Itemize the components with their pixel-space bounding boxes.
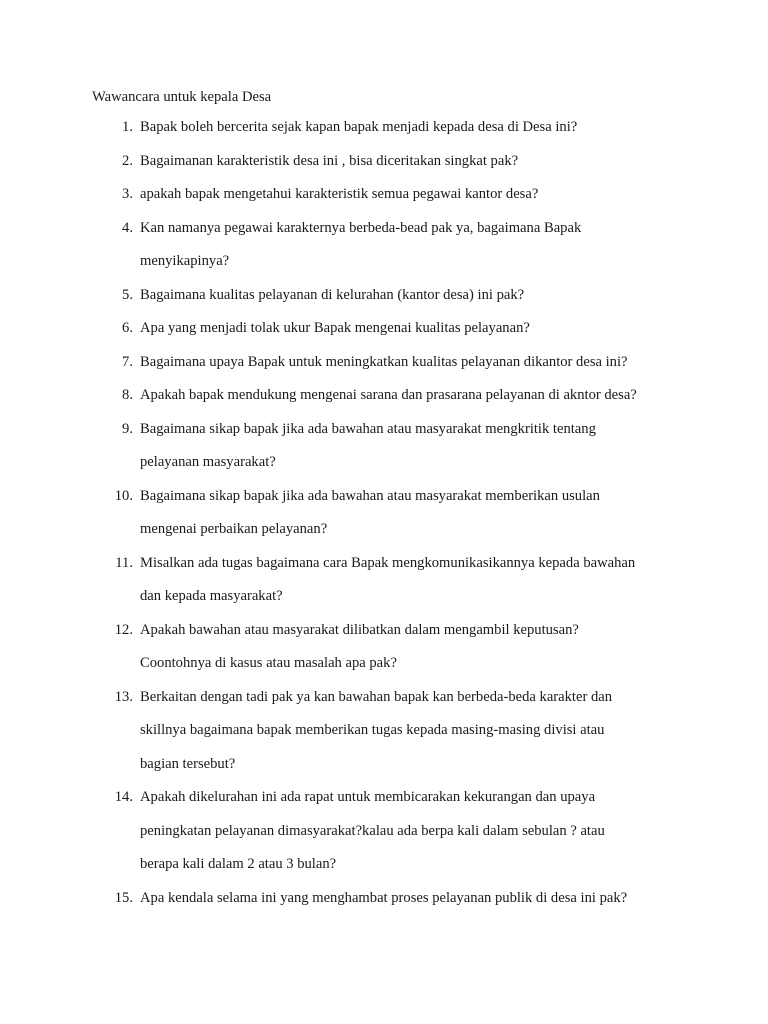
question-text-line: Bagaimana kualitas pelayanan di kelurahan (kantor desa) ini pak?: [140, 286, 525, 303]
question-text-line: bagian tersebut?: [140, 755, 236, 772]
question-item: [0, 385, 768, 405]
question-text-line: Kan namanya pegawai karakternya berbeda-bead pak ya, bagaimana Bapak: [140, 219, 582, 236]
question-item: [0, 352, 768, 372]
question-text-line: Berkaitan dengan tadi pak ya kan bawahan bapak kan berbeda-beda karakter dan: [140, 688, 613, 705]
question-text-line: dan kepada masyarakat?: [140, 588, 283, 604]
question-number: 10.: [114, 487, 133, 504]
question-text-line: Bagaimanan karakteristik desa ini , bisa diceritakan singkat pak?: [140, 152, 519, 169]
question-number: 12.: [114, 621, 133, 638]
question-item: [0, 620, 768, 674]
question-text-line: Bapak boleh bercerita sejak kapan bapak menjadi kepada desa di Desa ini?: [140, 119, 578, 135]
question-list: [0, 117, 768, 921]
question-item: [0, 687, 768, 774]
question-item: [0, 151, 768, 171]
question-item: [0, 184, 768, 204]
question-item: [0, 486, 768, 540]
question-text-line: Apakah bapak mendukung mengenai sarana dan prasarana pelayanan di akntor desa?: [140, 387, 637, 403]
question-item: [0, 553, 768, 607]
question-number: 5.: [122, 286, 133, 303]
question-text-line: Bagaimana upaya Bapak untuk meningkatkan kualitas pelayanan dikantor desa ini?: [140, 353, 628, 370]
question-text-line: Misalkan ada tugas bagaimana cara Bapak mengkomunikasikannya kepada bawahan: [140, 554, 636, 571]
question-text-line: peningkatan pelayanan dimasyarakat?kalau ada berpa kali dalam sebulan ? atau: [140, 822, 605, 839]
question-text-line: skillnya bagaimana bapak memberikan tugas kepada masing-masing divisi atau: [140, 722, 605, 738]
question-item: [0, 318, 768, 338]
question-number: 8.: [122, 387, 133, 403]
question-number: 3.: [122, 186, 133, 202]
question-text-line: Bagaimana sikap bapak jika ada bawahan atau masyarakat mengkritik tentang: [140, 420, 596, 437]
question-item: [0, 218, 768, 272]
question-number: 9.: [122, 420, 133, 437]
question-text-line: Apakah bawahan atau masyarakat dilibatkan dalam mengambil keputusan?: [140, 621, 579, 638]
question-text-line: Apa kendala selama ini yang menghambat proses pelayanan publik di desa ini pak?: [140, 889, 628, 906]
question-item: [0, 285, 768, 305]
question-item: [0, 787, 768, 874]
question-number: 14.: [114, 789, 133, 805]
question-number: 7.: [122, 353, 133, 370]
question-item: [0, 117, 768, 137]
question-item: [0, 888, 768, 908]
question-text-line: berapa kali dalam 2 atau 3 bulan?: [140, 856, 337, 872]
question-number: 1.: [122, 119, 133, 135]
document-title: Wawancara untuk kepala Desa: [92, 89, 272, 105]
question-number: 15.: [114, 889, 133, 906]
question-text-line: Coontohnya di kasus atau masalah apa pak?: [140, 655, 397, 671]
question-text-line: mengenai perbaikan pelayanan?: [140, 521, 328, 537]
question-text-line: apakah bapak mengetahui karakteristik semua pegawai kantor desa?: [140, 186, 539, 202]
question-text-line: Apakah dikelurahan ini ada rapat untuk membicarakan kekurangan dan upaya: [140, 789, 596, 805]
question-text-line: pelayanan masyarakat?: [140, 454, 276, 470]
question-text-line: Bagaimana sikap bapak jika ada bawahan atau masyarakat memberikan usulan: [140, 487, 600, 504]
question-number: 6.: [122, 320, 133, 336]
question-number: 2.: [122, 152, 133, 169]
question-number: 13.: [114, 688, 133, 705]
question-text-line: menyikapinya?: [140, 253, 230, 269]
question-item: [0, 419, 768, 473]
question-text-line: Apa yang menjadi tolak ukur Bapak mengenai kualitas pelayanan?: [140, 320, 530, 336]
question-number: 4.: [122, 219, 133, 236]
question-number: 11.: [115, 554, 133, 571]
